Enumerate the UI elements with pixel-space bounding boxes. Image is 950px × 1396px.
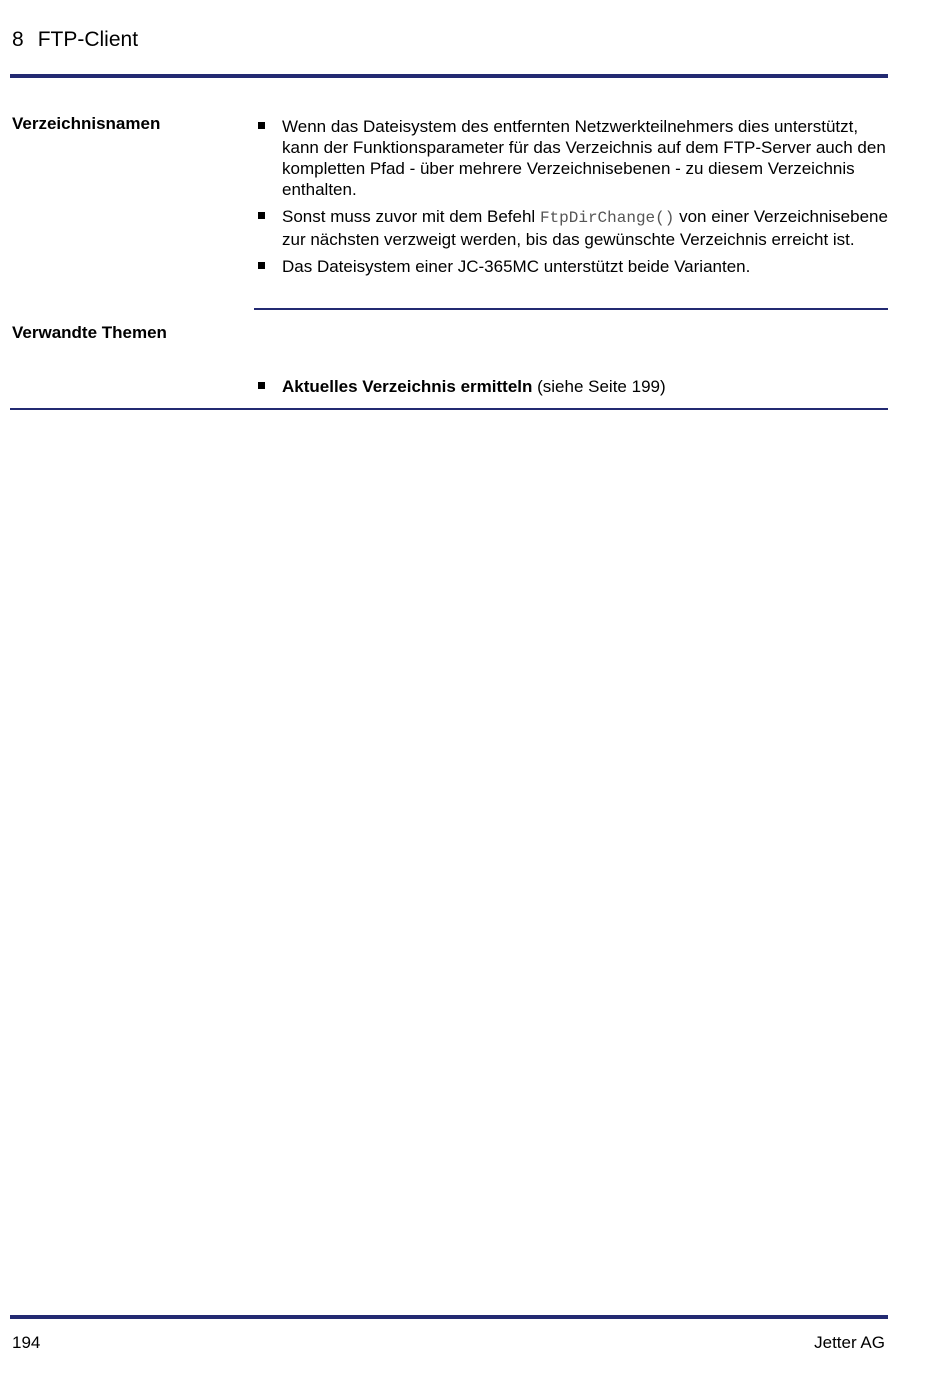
page-reference: (siehe Seite 199) [532,377,666,396]
list-item [256,206,888,250]
page-number: 194 [12,1333,41,1352]
section-divider [254,308,888,310]
bullet-text: Das Dateisystem einer JC-365MC unterstützt beide Varianten. [282,257,751,276]
square-bullet-icon [258,382,265,389]
square-bullet-icon [258,262,265,269]
chapter-number: 8 [12,28,24,51]
list-item [256,116,888,200]
related-topic-link[interactable]: Aktuelles Verzeichnis ermitteln [282,377,533,396]
bullet-text: Wenn das Dateisystem des entfernten Netzwerkteilnehmers dies unterstützt, kann der Funktionsparameter für das Verzeichnis auf dem FTP-Server auch den kompletten Pfad - über mehrere Verzeichnisebenen - zu diesem Verzeichnis enthalten. [282,117,886,199]
bullet-text-after: von einer Verzeichnisebene zur nächsten verzweigt werden, bis das gewünschte Verzeichnis erreicht ist. [282,207,888,249]
list-item [256,256,888,277]
header-rule [10,74,888,78]
page-header [12,27,138,53]
company-name: Jetter AG [814,1333,885,1352]
square-bullet-icon [258,122,265,129]
chapter-title: FTP-Client [37,28,139,51]
square-bullet-icon [258,212,265,219]
directory-names-list [256,116,888,277]
related-topics-list [256,376,888,397]
section-label-verzeichnisnamen: Verzeichnisnamen [12,114,161,133]
footer-rule [10,1315,888,1319]
section-end-rule [10,408,888,410]
list-item [256,376,888,397]
code-ftpdirchange: FtpDirChange() [539,209,675,227]
bullet-text-before: Sonst muss zuvor mit dem Befehl [282,207,540,226]
section-label-verwandte-themen: Verwandte Themen [12,323,167,342]
